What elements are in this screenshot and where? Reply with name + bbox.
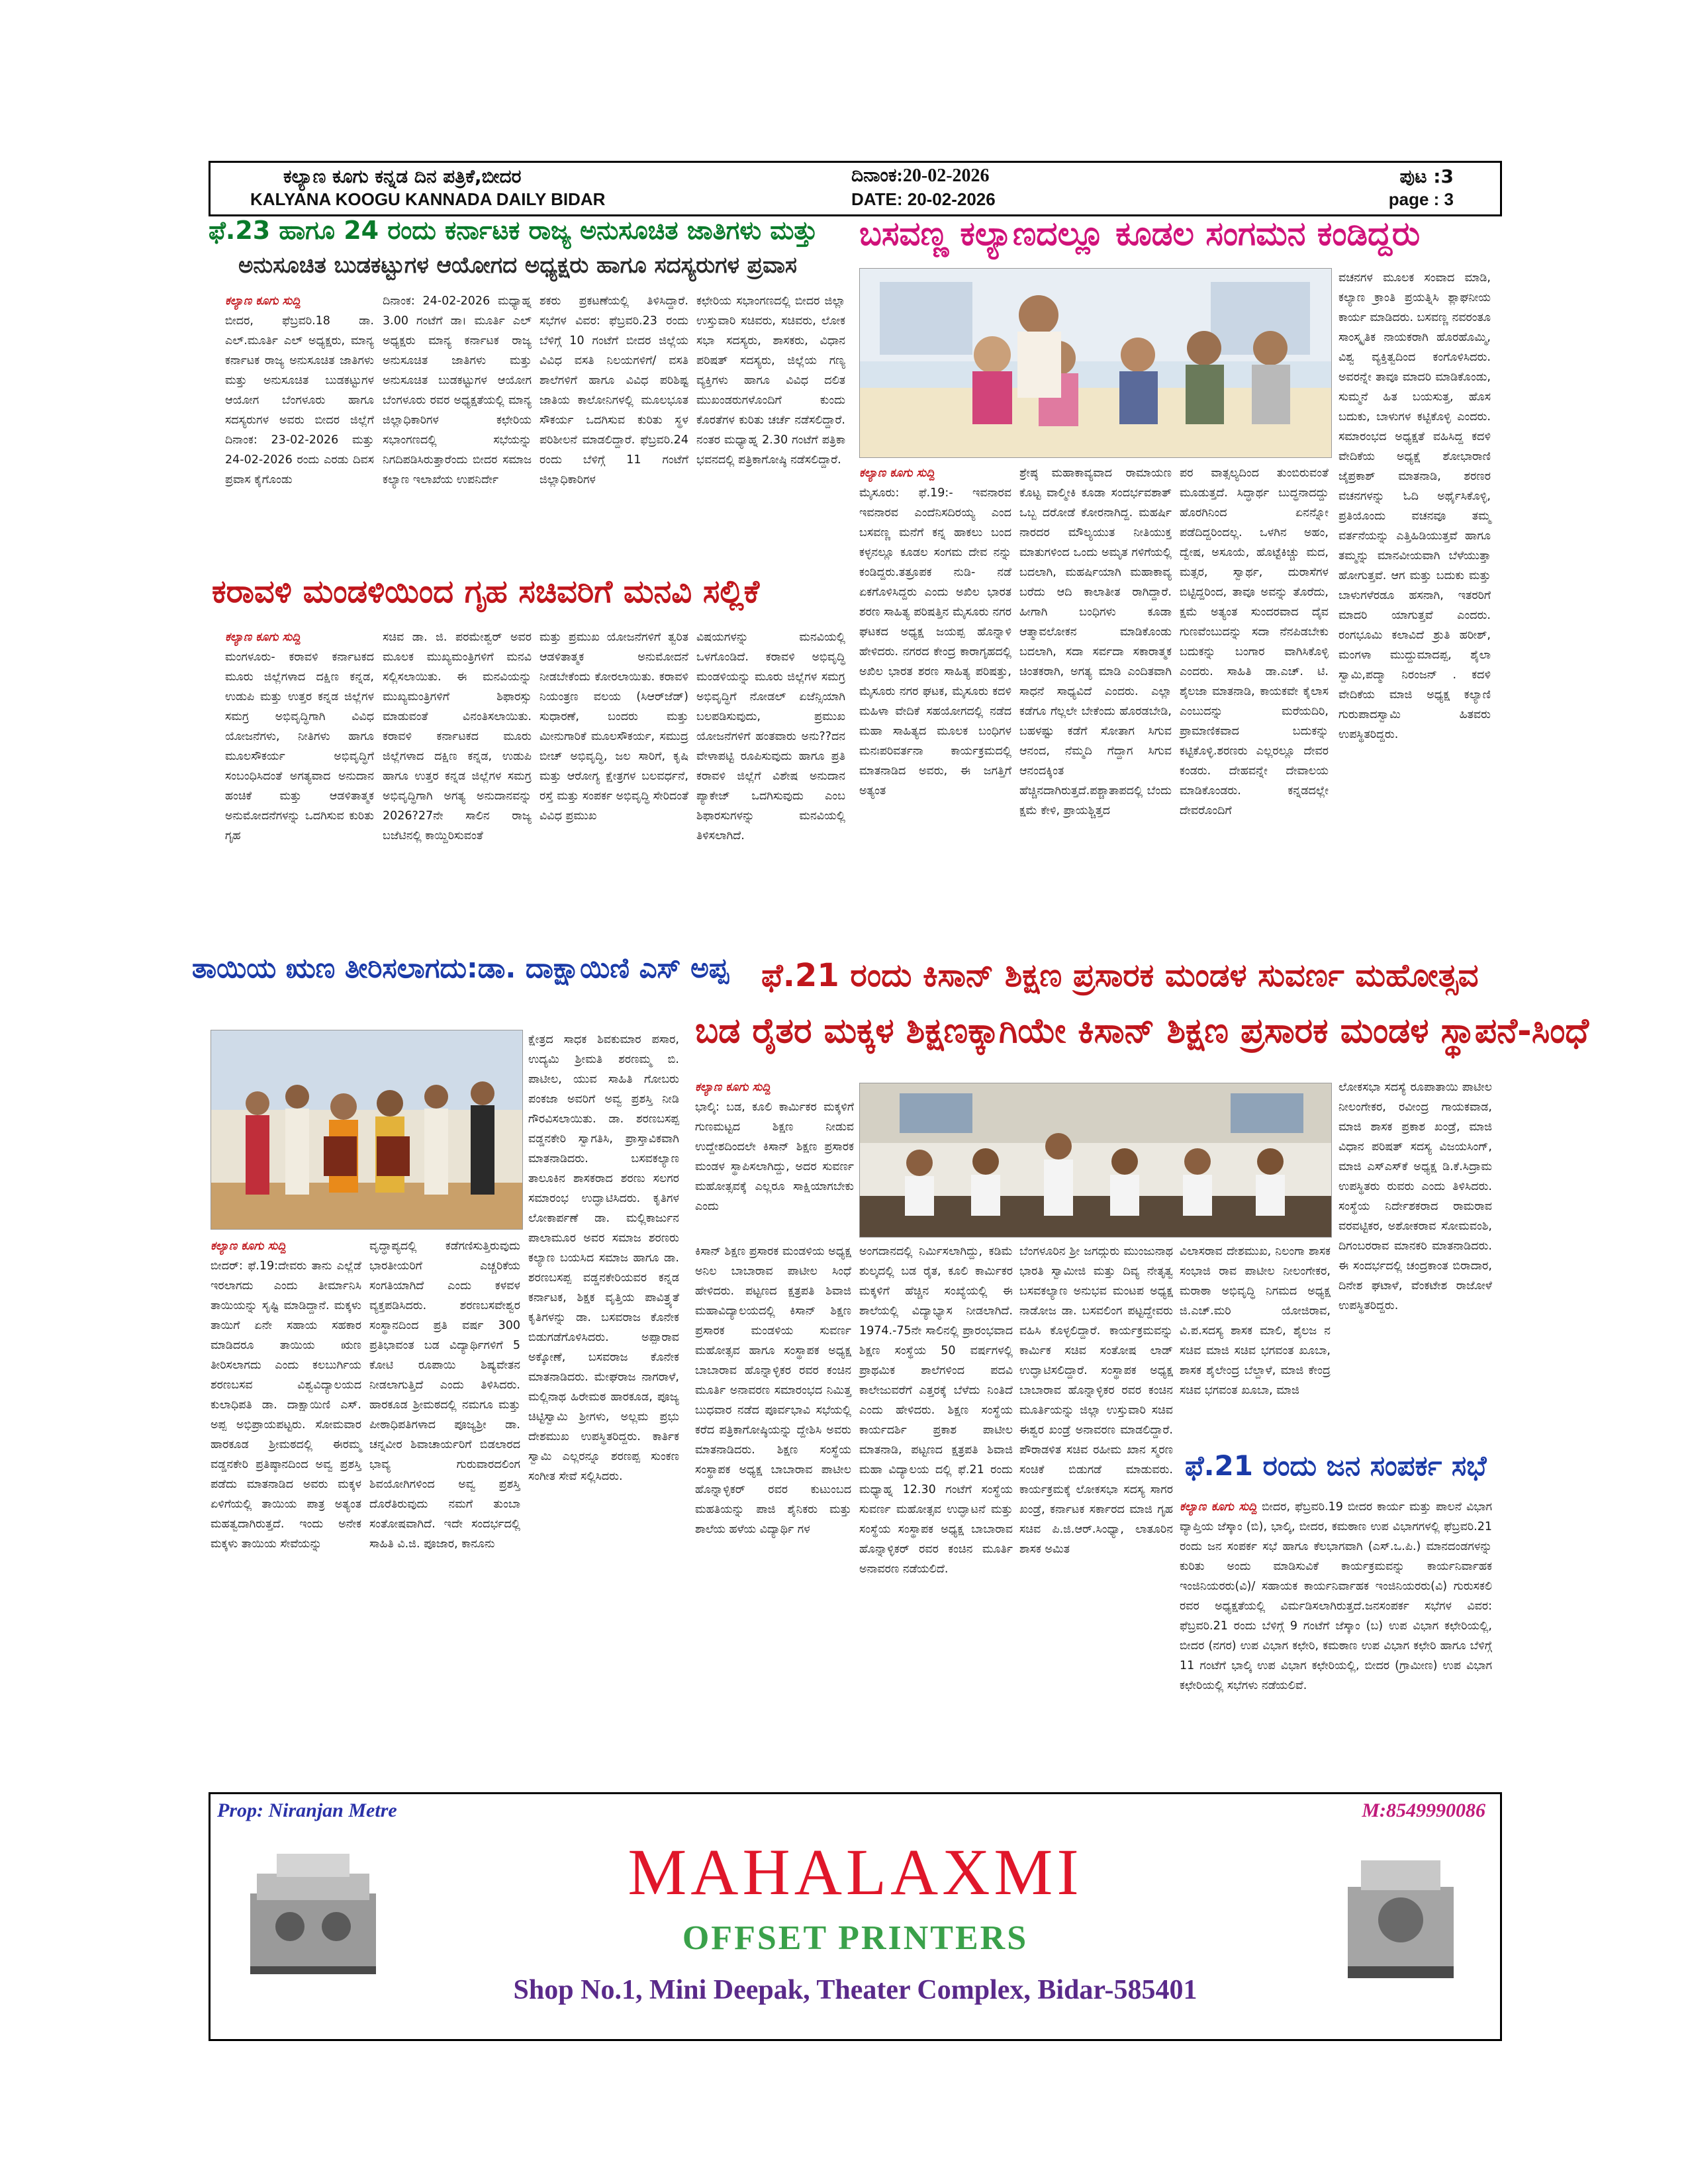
- article3-photo: [859, 268, 1332, 458]
- advertisement: [209, 1792, 1502, 2041]
- article4-column-1: [211, 1236, 361, 1769]
- article5-column-4b: [1180, 1242, 1331, 1440]
- article1-col3-text: ಶಕರು ಪ್ರಕಟಣೆಯಲ್ಲಿ ತಿಳಿಸಿದ್ದಾರೆ. ಸಭೆಗಳ ವಿವರ: ಫೆಬ್ರವರಿ.23 ರಂದು ಬೆಳಿಗ್ಗೆ 10 ಗಂಟೆಗೆ ಬೀದರ ಜಿಲ್ಲೆಯ ವಿವಿಧ ವಸತಿ ನಿಲಯಗಳಿಗೆ/ ವಸತಿ ಶಾಲೆಗಳಿಗೆ ಹಾಗೂ ವಿವಿಧ ಪರಿಶಿಷ್ಟ ಜಾತಿಯ ಕಾಲೋನಿಗಳಲ್ಲಿ ಮೂಲಭೂತ ಸೌಕರ್ಯ ಒದಗಿಸುವ ಕುರಿತು ಸ್ಥಳ ಪರಿಶೀಲನೆ ಮಾಡಲಿದ್ದಾರೆ. ಫೆಬ್ರವರಿ.24 ರಂದು ಬೆಳಿಗ್ಗೆ 11 ಗಂಟೆಗೆ ಜಿಲ್ಲಾಧಿಕಾರಿಗಳ: [539, 295, 688, 486]
- article3-column-1: [859, 463, 1011, 920]
- article1-headline-line1: ಫೆ.23 ಹಾಗೂ 24 ರಂದು ಕರ್ನಾಟಕ ರಾಜ್ಯ ಅನುಸೂಚಿತ ಜಾತಿಗಳು ಮತ್ತು: [209, 216, 818, 245]
- article6-credit: ಕಲ್ಯಾಣ ಕೂಗು ಸುದ್ದಿ: [1180, 1500, 1258, 1514]
- article2-col3-text: ಮತ್ತು ಪ್ರಮುಖ ಯೋಜನೆಗಳಿಗೆ ತ್ವರಿತ ಆಡಳಿತಾತ್ಮಕ ಅನುಮೋದನೆ ನೀಡಬೇಕೆಂದು ಕೋರಲಾಯಿತು. ಕರಾವಳಿ ನಿಯಂತ್ರಣ ವಲಯ (ಸಿಆರ್‌ಜೆಡ್) ಸುಧಾರಣೆ, ಬಂದರು ಮತ್ತು ಮೀನುಗಾರಿಕೆ ಮೂಲಸೌಕರ್ಯ, ಸಮುದ್ರ ಬೀಚ್ ಅಭಿವೃದ್ಧಿ, ಜಲ ಸಾರಿಗೆ, ಕೃಷಿ ಮತ್ತು ಆರೋಗ್ಯ ಕ್ಷೇತ್ರಗಳ ಬಲವರ್ಧನೆ, ರಸ್ತೆ ಮತ್ತು ಸಂಪರ್ಕ ಅಭಿವೃದ್ಧಿ ಸೇರಿದಂತೆ ವಿವಿಧ ಪ್ರಮುಖ: [539, 631, 688, 823]
- article6-text: ಬೀದರ, ಫೆಬ್ರವರಿ.19 ಬೀದರ ಕಾರ್ಯ ಮತ್ತು ಪಾಲನೆ ವಿಭಾಗ ವ್ಯಾಪ್ತಿಯ ಜೆಸ್ಕಾಂ (ಬಿ), ಭಾಲ್ಕಿ, ಬೀದರ, ಕಮಠಾಣ ಉಪ ವಿಭಾಗಗಳಲ್ಲಿ ಫೆಬ್ರವರಿ.21 ರಂದು ಜನ ಸಂಪರ್ಕ ಸಭೆ ಹಾಗೂ ಕೆಲಭಾಗವಾಗಿ (ಎಸ್.ಒ.ಪಿ.) ಮಾನದಂಡಗಳನ್ನು ಕುರಿತು ಅಂದು ಮಾಡಿಸುವಿಕೆ ಕಾರ್ಯಕ್ರಮವನ್ನು ಕಾರ್ಯನಿರ್ವಾಹಕ ಇಂಜಿನಿಯರರು(ವಿ)/ ಸಹಾಯಕ ಕಾರ್ಯನಿರ್ವಾಹಕ ಇಂಜಿನಿಯರರು(ವಿ) ಗುರುಸಕಲಿ ರವರ ಅಧ್ಯಕ್ಷತೆಯಲ್ಲಿ ವಿರ್ಮಡಿಸಲಾಗಿರುತ್ತದೆ.ಜನಸಂಪರ್ಕ ಸಭೆಗಳ ವಿವರ: ಫೆಬ್ರವರಿ.21 ರಂದು ಬೆಳಿಗ್ಗೆ 9 ಗಂಟೆಗೆ ಜೆಸ್ಕಾಂ (ಬ) ಉಪ ವಿಭಾಗ ಕಛೇರಿಯಲ್ಲಿ, ಬೀದರ (ನಗರ) ಉಪ ವಿಭಾಗ ಕಛೇರಿ, ಕಮಠಾಣ ಉಪ ವಿಭಾಗ ಕಛೇರಿ ಹಾಗೂ ಬೆಳಿಗ್ಗೆ 11 ಗಂಟೆಗೆ ಭಾಲ್ಕಿ ಉಪ ವಿಭಾಗ ಕಛೇರಿಯಲ್ಲಿ, ಬೀದರ (ಗ್ರಾಮೀಣ) ಉಪ ವಿಭಾಗ ಕಛೇರಿಯಲ್ಲಿ ಸಭೆಗಳು ನಡೆಯಲಿವೆ.: [1180, 1500, 1492, 1692]
- masthead-date-en: DATE: 20-02-2026: [851, 189, 996, 209]
- article3-column-2: [1019, 463, 1172, 920]
- article3-photo-image: [860, 269, 1331, 457]
- article2-headline: ಕರಾವಳಿ ಮಂಡಳಿಯಿಂದ ಗೃಹ ಸಚಿವರಿಗೆ ಮನವಿ ಸಲ್ಲಿಕೆ: [212, 573, 760, 610]
- article3-headline: ಬಸವಣ್ಣ ಕಲ್ಯಾಣದಲ್ಲೂ ಕೂಡಲ ಸಂಗಮನ ಕಂಡಿದ್ದರು: [859, 214, 1421, 253]
- article6-body: [1180, 1497, 1492, 1768]
- ad-business-name: MAHALAXMI: [628, 1835, 1083, 1909]
- masthead: [209, 161, 1502, 216]
- article6-headline: ಫೆ.21 ರಂದು ಜನ ಸಂಪರ್ಕ ಸಭೆ: [1185, 1449, 1487, 1482]
- article4-headline: ತಾಯಿಯ ಋಣ ತೀರಿಸಲಾಗದು:ಡಾ. ದಾಕ್ಷಾಯಿಣಿ ಎಸ್ ಅಪ್ಪ: [192, 952, 729, 984]
- article5-headline-line1: ಫೆ.21 ರಂದು ಕಿಸಾನ್ ಶಿಕ್ಷಣ ಪ್ರಸಾರಕ ಮಂಡಳ ಸುವರ್ಣ ಮಹೋತ್ಸವ: [761, 957, 1479, 994]
- article2-column-3: [539, 627, 688, 922]
- masthead-title-kn: ಕಲ್ಯಾಣ ಕೂಗು ಕನ್ನಡ ದಿನ ಪತ್ರಿಕೆ,ಬೀದರ: [283, 165, 522, 187]
- article2-col4-text: ವಿಷಯಗಳನ್ನು ಮನವಿಯಲ್ಲಿ ಒಳಗೊಂಡಿದೆ. ಕರಾವಳಿ ಅಭಿವೃದ್ಧಿ ಮಂಡಳಿಯನ್ನು ಮೂರು ಜಿಲ್ಲೆಗಳ ಸಮಗ್ರ ಅಭಿವೃದ್ಧಿಗೆ ನೋಡಲ್ ಏಜೆನ್ಸಿಯಾಗಿ ಬಲಪಡಿಸುವುದು, ಪ್ರಮುಖ ಯೋಜನೆಗಳಿಗೆ ಹಂತವಾರು ಅನು??ದನ ವೇಳಾಪಟ್ಟಿ ರೂಪಿಸುವುದು ಹಾಗೂ ಪ್ರತಿ ಕರಾವಳಿ ಜಿಲ್ಲೆಗೆ ವಿಶೇಷ ಅನುದಾನ ಪ್ಯಾಕೇಜ್ ಒದಗಿಸುವುದು ಎಂಬ ಶಿಫಾರಸುಗಳನ್ನು ಮನವಿಯಲ್ಲಿ ತಿಳಿಸಲಾಗಿದೆ.: [696, 631, 845, 842]
- article5-column-3: [1019, 1242, 1173, 1769]
- article5-col1-text: ಅಂಗದಾನದಲ್ಲಿ ನಿರ್ಮಿಸಲಾಗಿದ್ದು, ಕಡಿಮೆ ಶುಲ್ಕದಲ್ಲಿ ಬಡ ರೈತ, ಕೂಲಿ ಕಾರ್ಮಿಕರ ಮಕ್ಕಳಿಗೆ ಹೆಚ್ಚಿನ ಸಂಖ್ಯೆಯಲ್ಲಿ ಈ ಶಾಲೆಯಲ್ಲಿ ವಿದ್ಯಾಭ್ಯಾಸ ನೀಡಲಾಗಿದೆ. 1974.-75ನೇ ಸಾಲಿನಲ್ಲಿ ಪ್ರಾರಂಭವಾದ ಶಿಕ್ಷಣ ಸಂಸ್ಥೆಯ 50 ವರ್ಷಗಳಲ್ಲಿ ಪ್ರಾಥಮಿಕ ಶಾಲೆಗಳಿಂದ ಪದವಿ ಕಾಲೇಜುವರೆಗೆ ಎತ್ತರಕ್ಕೆ ಬೆಳೆದು ನಿಂತಿದೆ ಎಂದು ಹೇಳಿದರು. ಶಿಕ್ಷಣ ಸಂಸ್ಥೆಯ ಕಾರ್ಯದರ್ಶಿ ಪ್ರಕಾಶ ಪಾಟೀಲ ಮಾತನಾಡಿ, ಪಟ್ಟಣದ ಕ್ಷತ್ರಪತಿ ಶಿವಾಜಿ ಮಹಾ ವಿದ್ಯಾಲಯ ದಲ್ಲಿ ಫೆ.21 ರಂದು ಮಧ್ಯಾಹ್ನ 12.30 ಗಂಟೆಗೆ ಸಂಸ್ಥೆಯ ಸುವರ್ಣ ಮಹೋತ್ಸವ ಉದ್ಘಾಟನೆ ಮತ್ತು ಸಂಸ್ಥೆಯ ಸಂಸ್ಥಾಪಕ ಅಧ್ಯಕ್ಷ ಬಾಬಾರಾವ ಹೊನ್ನಾಳ್ಳಿಕರ್ ರವರ ಕಂಚಿನ ಮೂರ್ತಿ ಅನಾವರಣ ನಡೆಯಲಿದೆ.: [859, 1245, 1013, 1576]
- article2-column-1: [225, 627, 374, 922]
- ad-address: Shop No.1, Mini Deepak, Theater Complex, Bidar-585401: [513, 1975, 1197, 2005]
- masthead-page-kn: ಪುಟ :3: [1399, 165, 1454, 187]
- article5-column-2: [695, 1242, 851, 1769]
- article1-column-4: [696, 291, 845, 569]
- masthead-date-kn: ದಿನಾಂಕ:20-02-2026: [851, 165, 990, 186]
- article5-column-1a: [695, 1077, 854, 1236]
- article4-col1-text: ಬೀದರ್: ಫೆ.19:ದೇವರು ತಾನು ಎಲ್ಲೆಡೆ ಇರಲಾಗದು ಎಂದು ತೀರ್ಮಾನಿಸಿ ತಾಯಿಯನ್ನು ಸೃಷ್ಟಿ ಮಾಡಿದ್ದಾನೆ. ಮಕ್ಕಳು ತಾಯಿಗೆ ಏನೇ ಸಹಾಯ ಸಹಕಾರ ಮಾಡಿದರೂ ತಾಯಿಯ ಋಣ ತೀರಿಸಲಾಗದು ಎಂದು ಕಲಬುರ್ಗಿಯ ಶರಣಬಸವ ವಿಶ್ವವಿದ್ಯಾಲಯದ ಕುಲಾಧಿಪತಿ ಡಾ. ದಾಕ್ಷಾಯಿಣಿ ಎಸ್. ಅಪ್ಪ ಅಭಿಪ್ರಾಯಪಟ್ಟರು. ಸೋಮವಾರ ಹಾರಕೂಡ ಶ್ರೀಮಠದಲ್ಲಿ ಈರಮ್ಮ ವಡ್ಡನಕೇರಿ ಪ್ರತಿಷ್ಠಾನದಿಂದ ಅವ್ವ ಪ್ರಶಸ್ತಿ ಪಡೆದು ಮಾತನಾಡಿದ ಅವರು ಮಕ್ಕಳ ಏಳಿಗೆಯಲ್ಲಿ ತಾಯಿಯ ಪಾತ್ರ ಅತ್ಯಂತ ಮಹತ್ವದಾಗಿರುತ್ತದೆ. ಇಂದು ಅನೇಕ ಮಕ್ಕಳು ತಾಯಿಯ ಸೇವೆಯನ್ನು: [211, 1259, 361, 1551]
- article1-column-2: [383, 291, 532, 569]
- article4-photo: [211, 1030, 523, 1230]
- ad-business-subtitle: OFFSET PRINTERS: [682, 1919, 1029, 1957]
- ad-mobile: M:8549990086: [1362, 1799, 1485, 1821]
- article1-col2-text: ದಿನಾಂಕ: 24-02-2026 ಮಧ್ಯಾಹ್ನ 3.00 ಗಂಟೆಗೆ ಡಾ। ಮೂರ್ತಿ ಎಲ್ ಅಧ್ಯಕ್ಷರು ಮಾನ್ಯ ಕರ್ನಾಟಕ ರಾಜ್ಯ ಅನುಸೂಚಿತ ಜಾತಿಗಳು ಮತ್ತು ಅನುಸೂಚಿತ ಬುಡಕಟ್ಟುಗಳ ಆಯೋಗ ಬೆಂಗಳೂರು ರವರ ಅಧ್ಯಕ್ಷತೆಯಲ್ಲಿ ಮಾನ್ಯ ಜಿಲ್ಲಾಧಿಕಾರಿಗಳ ಕಛೇರಿಯ ಸಭಾಂಗಣದಲ್ಲಿ ಸಭೆಯನ್ನು ನಿಗದಿಪಡಿಸಿರುತ್ತಾರೆಂದು ಬೀದರ ಸಮಾಜ ಕಲ್ಯಾಣ ಇಲಾಖೆಯ ಉಪನಿರ್ದೇ: [383, 295, 532, 486]
- ad-proprietor: Prop: Niranjan Metre: [217, 1799, 397, 1821]
- printing-press-right-icon: [1328, 1847, 1474, 1986]
- article1-credit: ಕಲ್ಯಾಣ ಕೂಗು ಸುದ್ದಿ: [225, 295, 301, 308]
- article3-column-4: [1338, 268, 1491, 920]
- article2-column-2: [383, 627, 532, 922]
- article5-photo: [859, 1083, 1332, 1238]
- article3-col4-text: ವಚನಗಳ ಮೂಲಕ ಸಂವಾದ ಮಾಡಿ, ಕಲ್ಯಾಣ ಕ್ರಾಂತಿ ಪ್ರಯತ್ನಿಸಿ ಶ್ಲಾಘನೀಯ ಕಾರ್ಯ ಮಾಡಿದರು. ಬಸವಣ್ಣ ನವರಂತೂ ಸಾಂಸ್ಕೃತಿಕ ನಾಯಕರಾಗಿ ಹೊರಹೊಮ್ಮಿ, ವಿಶ್ವ ವ್ಯಕ್ತಿತ್ವದಿಂದ ಕಂಗೊಳಿಸಿದರು. ಅವರನ್ನೇ ತಾವೂ ಮಾದರಿ ಮಾಡಿಕೊಂಡು, ಸುಮ್ಮನೆ ಹಿತ ಬಯಸುತ್ತ, ಹೊಸ ಬದುಕು, ಬಾಳುಗಳ ಕಟ್ಟಿಕೊಳ್ಳಿ ಎಂದರು. ಸಮಾರಂಭದ ಅಧ್ಯಕ್ಷತೆ ವಹಿಸಿದ್ದ ಕದಳಿ ವೇದಿಕೆಯ ಅಧ್ಯಕ್ಷೆ ಶೋಭಾರಾಣಿ ಜೈಪ್ರಕಾಶ್ ಮಾತನಾಡಿ, ಶರಣರ ವಚನಗಳನ್ನು ಓದಿ ಅರ್ಥೈಸಿಕೊಳ್ಳಿ, ಪ್ರತಿಯೊಂದು ವಚನವೂ ತಮ್ಮ ವರ್ತನೆಯನ್ನು ಎತ್ತಿಹಿಡಿಯುತ್ತವೆ ಹಾಗೂ ತಮ್ಮನ್ನು ಮಾನವೀಯವಾಗಿ ಬೆಳೆಯುತ್ತಾ ಹೋಗುತ್ತವೆ. ಆಗ ಮತ್ತು ಬದುಕು ಮತ್ತು ಬಾಳುಗಳೆರಡೂ ಹಸನಾಗಿ, ಇತರರಿಗೆ ಮಾದರಿ ಯಾಗುತ್ತವೆ ಎಂದರು. ರಂಗಭೂಮಿ ಕಲಾವಿದೆ ಶ್ರುತಿ ಹರೀಶ್, ಮಂಗಳಾ ಮುದ್ದುಮಾದಪ್ಪ, ಶೈಲಾ ಸ್ವಾಮಿ,ಪದ್ಮಾ ನಿರಂಜನ್ . ಕದಳಿ ವೇದಿಕೆಯ ಮಾಜಿ ಅಧ್ಯಕ್ಷ ಕಲ್ಯಾಣಿ ಗುರುಪಾದಸ್ವಾಮಿ ಹಿತವರು ಉಪಸ್ಥಿತರಿದ್ದರು.: [1338, 271, 1491, 741]
- article2-col2-text: ಸಚಿವ ಡಾ. ಜಿ. ಪರಮೇಶ್ವರ್ ಅವರ ಮೂಲಕ ಮುಖ್ಯಮಂತ್ರಿಗಳಿಗೆ ಮನವಿ ಸಲ್ಲಿಸಲಾಯಿತು. ಈ ಮನವಿಯನ್ನು ಮುಖ್ಯಮಂತ್ರಿಗಳಿಗೆ ಶಿಫಾರಸ್ಸು ಮಾಡುವಂತೆ ವಿನಂತಿಸಲಾಯಿತು. ಕರಾವಳಿ ಕರ್ನಾಟಕದ ಮೂರು ಜಿಲ್ಲೆಗಳಾದ ದಕ್ಷಿಣ ಕನ್ನಡ, ಉಡುಪಿ ಹಾಗೂ ಉತ್ತರ ಕನ್ನಡ ಜಿಲ್ಲೆಗಳ ಸಮಗ್ರ ಅಭಿವೃದ್ಧಿಗಾಗಿ ಅಗತ್ಯ ಅನುದಾನವನ್ನು 2026?27ನೇ ಸಾಲಿನ ರಾಜ್ಯ ಬಜೆಟಿನಲ್ಲಿ ಕಾಯ್ದಿರಿಸುವಂತೆ: [383, 631, 532, 842]
- article1-col1-text: ಬೀದರ, ಫೆಬ್ರವರಿ.18 ಡಾ. ಎಲ್.ಮೂರ್ತಿ ಎಲ್ ಅಧ್ಯಕ್ಷರು, ಮಾನ್ಯ ಕರ್ನಾಟಕ ರಾಜ್ಯ ಅನುಸೂಚಿತ ಜಾತಿಗಳು ಮತ್ತು ಅನುಸೂಚಿತ ಬುಡಕಟ್ಟುಗಳ ಆಯೋಗ ಬೆಂಗಳೂರು ಹಾಗೂ ಸದಸ್ಯರುಗಳ ಅವರು ಬೀದರ ಜಿಲ್ಲೆಗೆ ದಿನಾಂಕ: 23-02-2026 ಮತ್ತು 24-02-2026 ರಂದು ಎರಡು ದಿವಸ ಪ್ರವಾಸ ಕೈಗೊಂಡು: [225, 314, 374, 486]
- article4-credit: ಕಲ್ಯಾಣ ಕೂಗು ಸುದ್ದಿ: [211, 1240, 287, 1253]
- article5-headline-line2: ಬಡ ರೈತರ ಮಕ್ಕಳ ಶಿಕ್ಷಣಕ್ಕಾಗಿಯೇ ಕಿಸಾನ್ ಶಿಕ್ಷಣ ಪ್ರಸಾರಕ ಮಂಡಳ ಸ್ಥಾಪನೆ-ಸಿಂಧೆ: [695, 1011, 1589, 1051]
- article2-col1-text: ಮಂಗಳೂರು- ಕರಾವಳಿ ಕರ್ನಾಟಕದ ಮೂರು ಜಿಲ್ಲೆಗಳಾದ ದಕ್ಷಿಣ ಕನ್ನಡ, ಉಡುಪಿ ಮತ್ತು ಉತ್ತರ ಕನ್ನಡ ಜಿಲ್ಲೆಗಳ ಸಮಗ್ರ ಅಭಿವೃದ್ಧಿಗಾಗಿ ವಿವಿಧ ಯೋಜನೆಗಳು, ನೀತಿಗಳು ಹಾಗೂ ಮೂಲಸೌಕರ್ಯ ಅಭಿವೃದ್ಧಿಗೆ ಸಂಬಂಧಿಸಿದಂತೆ ಅಗತ್ಯವಾದ ಅನುದಾನ ಹಂಚಿಕೆ ಮತ್ತು ಆಡಳಿತಾತ್ಮಕ ಅನುಮೋದನೆಗಳನ್ನು ಒದಗಿಸುವ ಕುರಿತು ಗೃಹ: [225, 651, 374, 842]
- article5-photo-image: [860, 1083, 1331, 1237]
- masthead-page-en: page : 3: [1388, 189, 1454, 209]
- article3-column-3: [1180, 463, 1329, 920]
- article5-col1a-text: ಭಾಲ್ಕಿ: ಬಡ, ಕೂಲಿ ಕಾರ್ಮಿಕರ ಮಕ್ಕಳಿಗೆ ಗುಣಮಟ್ಟದ ಶಿಕ್ಷಣ ನೀಡುವ ಉದ್ದೇಶದಿಂದಲೇ ಕಿಸಾನ್ ಶಿಕ್ಷಣ ಪ್ರಸಾರಕ ಮಂಡಳ ಸ್ಥಾಪಿಸಲಾಗಿದ್ದು, ಅದರ ಸುವರ್ಣ ಮಹೋತ್ಸವಕ್ಕೆ ಎಲ್ಲರೂ ಸಾಕ್ಷಿಯಾಗಬೇಕು ಎಂದು: [695, 1101, 854, 1213]
- article5-col4b-text: ವಿಲಾಸರಾವ ದೇಶಮುಖ, ನಿಲಂಗಾ ಶಾಸಕ ಸಂಭಾಜಿ ರಾವ ಪಾಟೀಲ ನೀಲಂಗೇಕರ, ಮರಾಠಾ ಅಭಿವೃದ್ಧಿ ನಿಗಮದ ಅಧ್ಯಕ್ಷ ಜಿ.ಎಚ್.ಮರಿ ಯೋಜಿರಾವ, ವಿ.ಪ.ಸದಸ್ಯ ಶಾಸಕ ಮಾಲಿ, ಶೈಲಜ ನ ಸಚಿವ ಮಾಜಿ ಸಚಿವ ಭಗವಂತ ಖೂಬಾ, ಶಾಸಕ ಶೈಲೇಂದ್ರ ಬೆಲ್ದಾಳೆ, ಮಾಜಿ ಕೇಂದ್ರ ಸಚಿವ ಭಗವಂತ ಖೂಬಾ, ಮಾಜಿ: [1180, 1245, 1331, 1397]
- article2-credit: ಕಲ್ಯಾಣ ಕೂಗು ಸುದ್ದಿ: [225, 631, 301, 644]
- article5-column-4a: [1338, 1077, 1492, 1435]
- article1-column-3: [539, 291, 688, 569]
- article4-col3-text: ಕ್ಷೇತ್ರದ ಸಾಧಕ ಶಿವಕುಮಾರ ಪಸಾರ, ಉದ್ಯಮಿ ಶ್ರೀಮತಿ ಶರಣಮ್ಮ ಬಿ. ಪಾಟೀಲ, ಯುವ ಸಾಹಿತಿ ಗೋಬರು ಪಂಕಜಾ ಅವರಿಗೆ ಅವ್ವ ಪ್ರಶಸ್ತಿ ನೀಡಿ ಗೌರವಿಸಲಾಯಿತು. ಡಾ. ಶರಣಬಸಪ್ಪ ವಡ್ಡನಕೇರಿ ಸ್ವಾಗತಿಸಿ, ಪ್ರಾಸ್ತಾವಿಕವಾಗಿ ಮಾತನಾಡಿದರು. ಬಸವಕಲ್ಯಾಣ ತಾಲೂಕಿನ ಶಾಸಕರಾದ ಶರಣು ಸಲಗರ ಸಮಾರಂಭ ಉದ್ಘಾಟಿಸಿದರು. ಕೃತಿಗಳ ಲೋಕಾರ್ಪಣೆ ಡಾ. ಮಲ್ಲಿಕಾರ್ಜುನ ಪಾಲಾಮೂರ ಅವರ ಸಮಾಜ ಶರಣರು ಕಲ್ಯಾಣ ಬಯಸಿದ ಸಮಾಜ ಹಾಗೂ ಡಾ. ಶರಣಬಸಪ್ಪ ವಡ್ಡನಕೇರಿಯವರ ಕನ್ನಡ ಕರ್ನಾಟಕ, ಶಿಕ್ಷಕ ವೃತ್ತಿಯ ಪಾವಿತ್ರ್ಯತೆ ಕೃತಿಗಳನ್ನು ಡಾ. ಬಸವರಾಜ ಕೊನೇಕ ಬಿಡುಗಡೆಗೊಳಿಸಿದರು. ಅಪ್ಪಾರಾವ ಅಕ್ಕೋಣೆ, ಬಸವರಾಜ ಕೊನೇಕ ಮಾತನಾಡಿದರು. ಮೇಘರಾಜ ನಾಗರಾಳೆ, ಮಲ್ಲಿನಾಥ ಹಿರೇಮಠ ಹಾರಕೂಡ, ಪೂಜ್ಯ ಚಿಟ್ಟಿಸ್ವಾಮಿ ಶ್ರೀಗಳು, ಅಲ್ಲಮ ಪ್ರಭು ದೇಶಮುಖ ಉಪಸ್ಥಿತರಿದ್ದರು. ಕಾರ್ತಿಕ ಸ್ವಾಮಿ ಎಲ್ಲರನ್ನೂ ಶರಣಪ್ಪ ಸುಂಕಣ ಸಂಗೀತ ಸೇವೆ ಸಲ್ಲಿಸಿದರು.: [528, 1033, 679, 1483]
- article3-credit: ಕಲ್ಯಾಣ ಕೂಗು ಸುದ್ದಿ: [859, 467, 935, 480]
- article5-credit: ಕಲ್ಯಾಣ ಕೂಗು ಸುದ್ದಿ: [695, 1081, 771, 1094]
- article4-col2-text: ವೃದ್ಧಾಪ್ಯದಲ್ಲಿ ಕಡೆಗಣಿಸುತ್ತಿರುವುದು ಭಾರತೀಯರಿಗೆ ಎಚ್ಚರಿಕೆಯ ಸಂಗತಿಯಾಗಿದೆ ಎಂದು ಕಳವಳ ವ್ಯಕ್ತಪಡಿಸಿದರು. ಶರಣಬಸವೇಶ್ವರ ಸಂಸ್ಥಾನದಿಂದ ಪ್ರತಿ ವರ್ಷ 300 ಪ್ರತಿಭಾವಂತ ಬಡ ವಿದ್ಯಾರ್ಥಿಗಳಿಗೆ 5 ಕೋಟಿ ರೂಪಾಯಿ ಶಿಷ್ಯವೇತನ ನೀಡಲಾಗುತ್ತಿದೆ ಎಂದು ತಿಳಿಸಿದರು. ಹಾರಕೂಡ ಶ್ರೀಮಠದಲ್ಲಿ ನಮಗೂ ಮತ್ತು ಪೀಠಾಧಿಪತಿಗಳಾದ ಪೂಜ್ಯಶ್ರೀ ಡಾ. ಚನ್ನವೀರ ಶಿವಾಚಾರ್ಯರಿಗೆ ಬಿಡಲಾರದ ಭಾವ್ಯ ಗುರುವಾರದಲಿಂಗ ಶಿವಯೋಗಿಗಳಿಂದ ಅವ್ವ ಪ್ರಶಸ್ತಿ ದೊರೆತಿರುವುದು ನಮಗೆ ತುಂಬಾ ಸಂತೋಷವಾಗಿದೆ. ಇದೇ ಸಂದರ್ಭದಲ್ಲಿ ಸಾಹಿತಿ ವಿ.ಜಿ. ಪೂಜಾರ, ಕಾನೂನು: [369, 1240, 520, 1551]
- article4-column-3: [528, 1030, 679, 1769]
- article1-col4-text: ಕಛೇರಿಯ ಸಭಾಂಗಣದಲ್ಲಿ ಬೀದರ ಜಿಲ್ಲಾ ಉಸ್ತುವಾರಿ ಸಚಿವರು, ಸಚಿವರು, ಲೋಕ ಸಭಾ ಸದಸ್ಯರು, ಶಾಸಕರು, ವಿಧಾನ ಪರಿಷತ್ ಸದಸ್ಯರು, ಜಿಲ್ಲೆಯ ಗಣ್ಯ ವ್ಯಕ್ತಿಗಳು ಹಾಗೂ ವಿವಿಧ ದಲಿತ ಮುಖಂಡರುಗಳೊಂದಿಗೆ ಕುಂದು ಕೊರತೆಗಳ ಕುರಿತು ಚರ್ಚೆ ನಡೆಸಲಿದ್ದಾರೆ. ನಂತರ ಮಧ್ಯಾಹ್ನ 2.30 ಗಂಟೆಗೆ ಪತ್ರಿಕಾ ಭವನದಲ್ಲಿ ಪತ್ರಿಕಾಗೋಷ್ಠಿ ನಡೆಸಲಿದ್ದಾರೆ.: [696, 295, 845, 467]
- article3-col3-text: ಪರ ವಾತ್ಸಲ್ಯದಿಂದ ತುಂಬಿರುವಂತೆ ಮೂಡುತ್ತದೆ. ಸಿದ್ಧಾರ್ಥ ಬುದ್ಧನಾದದ್ದು ಹೊರಗಿನಿಂದ ಏನನ್ನೋ ಪಡೆದಿದ್ದರಿಂದಲ್ಲ. ಒಳಗಿನ ಅಹಂ, ದ್ವೇಷ, ಅಸೂಯೆ, ಹೊಟ್ಟೆಕಿಚ್ಚು ಮದ, ಮತ್ಸರ, ಸ್ವಾರ್ಥ, ದುರಾಸೆಗಳ ಬಿಟ್ಟಿದ್ದರಿಂದ, ತಾವೂ ಅವನ್ನು ತೊರೆದು, ಕ್ಷಮೆ ಅತ್ಯಂತ ಸುಂದರವಾದ ದೈವ ಗುಣವೆಂಬುದನ್ನು ಸದಾ ನೆನಪಿಡಬೇಕು ಬದುಕನ್ನು ಬಂಗಾರ ವಾಗಿಸಿಕೊಳ್ಳಿ ಎಂದರು. ಸಾಹಿತಿ ಡಾ.ಎಚ್. ಟಿ. ಶೈಲಜಾ ಮಾತನಾಡಿ, ಕಾಯಕವೇ ಕೈಲಾಸ ಎಂಬುದನ್ನು ಮರೆಯದಿರಿ, ಪ್ರಾಮಾಣಿಕವಾದ ಬದುಕನ್ನು ಕಟ್ಟಿಕೊಳ್ಳಿ.ಶರಣರು ಎಲ್ಲರಲ್ಲೂ ದೇವರ ಕಂಡರು. ದೇಹವನ್ನೇ ದೇವಾಲಯ ಮಾಡಿಕೊಂಡರು. ಕನ್ನಡದಲ್ಲೇ ದೇವರೊಂದಿಗೆ: [1180, 467, 1329, 817]
- masthead-title-en: KALYANA KOOGU KANNADA DAILY BIDAR: [250, 189, 606, 209]
- article5-column-1: [859, 1242, 1013, 1769]
- article3-col1-text: ಮೈಸೂರು: ಫೆ.19:- ಇವನಾರವ ಇವನಾರವ ಎಂದೆನಿಸದಿರಯ್ಯ ಎಂದ ಬಸವಣ್ಣ ಮನೆಗೆ ಕನ್ನ ಹಾಕಲು ಬಂದ ಕಳ್ಳನಲ್ಲೂ ಕೂಡಲ ಸಂಗಮ ದೇವ ನನ್ನು ಕಂಡಿದ್ದರು.ತತ್ರೂಪಕ ನುಡಿ- ನಡೆ ಏಕಗೊಳಿಸಿದ್ದರು ಎಂದು ಅಖಿಲ ಭಾರತ ಶರಣ ಸಾಹಿತ್ಯ ಪರಿಷತ್ತಿನ ಮೈಸೂರು ನಗರ ಘಟಕದ ಅಧ್ಯಕ್ಷ ಜಯಪ್ಪ ಹೊನ್ನಾಳಿ ಹೇಳಿದರು. ನಗರದ ಕೇಂದ್ರ ಕಾರಾಗೃಹದಲ್ಲಿ ಅಖಿಲ ಭಾರತ ಶರಣ ಸಾಹಿತ್ಯ ಪರಿಷತ್ತು, ಮೈಸೂರು ನಗರ ಘಟಕ, ಮೈಸೂರು ಕದಳಿ ಮಹಿಳಾ ವೇದಿಕೆ ಸಹಯೋಗದಲ್ಲಿ ನಡೆದ ಮಹಾ ಸಾಹಿತ್ಯದ ಮೂಲಕ ಬಂಧಿಗಳ ಮನಃಪರಿವರ್ತನಾ ಕಾರ್ಯಕ್ರಮದಲ್ಲಿ ಮಾತನಾಡಿದ ಅವರು, ಈ ಜಗತ್ತಿಗೆ ಅತ್ಯಂತ: [859, 486, 1011, 797]
- article5-col2a-text: ಕಿಸಾನ್ ಶಿಕ್ಷಣ ಪ್ರಸಾರಕ ಮಂಡಳಿಯ ಅಧ್ಯಕ್ಷ ಅನಿಲ ಬಾಬಾರಾವ ಪಾಟೀಲ ಸಿಂಧೆ ಹೇಳಿದರು. ಪಟ್ಟಣದ ಕ್ಷತ್ರಪತಿ ಶಿವಾಜಿ ಮಹಾವಿದ್ಯಾಲಯದಲ್ಲಿ ಕಿಸಾನ್ ಶಿಕ್ಷಣ ಪ್ರಸಾರಕ ಮಂಡಳಿಯ ಸುವರ್ಣ ಮಹೋತ್ಸವ ಹಾಗೂ ಸಂಸ್ಥಾಪಕ ಅಧ್ಯಕ್ಷ ಬಾಬಾರಾವ ಹೊನ್ನಾಳ್ಳಿಕರ ರವರ ಕಂಚಿನ ಮೂರ್ತಿ ಅನಾವರಣ ಸಮಾರಂಭದ ನಿಮಿತ್ತ ಬುಧವಾರ ನಡೆದ ಪೂರ್ವಭಾವಿ ಸಭೆಯಲ್ಲಿ ಕರೆದ ಪತ್ರಿಕಾಗೋಷ್ಠಿಯನ್ನು ದ್ದೇಶಿಸಿ ಅವರು ಮಾತನಾಡಿದರು. ಶಿಕ್ಷಣ ಸಂಸ್ಥೆಯ ಸಂಸ್ಥಾಪಕ ಅಧ್ಯಕ್ಷ ಬಾಬಾರಾವ ಪಾಟೀಲ ಹೊನ್ನಾಳ್ಳಿಕರ್ ರವರ ಕುಟುಂಬದ ಮಹತಿಯನ್ನು ಪಾಜಿ ಶೈನಿಕರು ಮತ್ತು ಶಾಲೆಯ ಹಳೆಯ ವಿದ್ಯಾರ್ಥಿ ಗಳ: [695, 1245, 851, 1536]
- article4-column-2: [369, 1236, 520, 1769]
- article1-headline-line2: ಅನುಸೂಚಿತ ಬುಡಕಟ್ಟುಗಳ ಆಯೋಗದ ಅಧ್ಯಕ್ಷರು ಹಾಗೂ ಸದಸ್ಯರುಗಳ ಪ್ರವಾಸ: [238, 252, 797, 279]
- article5-col4a-text: ಲೋಕಸಭಾ ಸದಸ್ಯೆ ರೂಪಾತಾಯಿ ಪಾಟೀಲ ನೀಲಂಗೇಕರ, ರವೀಂದ್ರ ಗಾಯಕವಾಡ, ಮಾಜಿ ಶಾಸಕ ಪ್ರಕಾಶ ಖಂಡ್ರೆ, ಮಾಜಿ ವಿಧಾನ ಪರಿಷತ್ ಸದಸ್ಯ ವಿಜಯಸಿಂಗ್, ಮಾಜಿ ಎಸ್‌ಎಸ್‌ಕೆ ಅಧ್ಯಕ್ಷ ಡಿ.ಕೆ.ಸಿದ್ರಾಮ ಉಪಸ್ಥಿತರು ರುವರು ಎಂದು ತಿಳಿಸಿದರು. ಸಂಸ್ಥೆಯ ನಿರ್ದೇಶಕರಾದ ರಾಮರಾವ ವರವಟ್ಟಿಕರ, ಅಶೋಕರಾವ ಸೋಮವಂಶಿ, ದಿಗಂಬರರಾವ ಮಾನಕರಿ ಮಾತನಾಡಿದರು. ಈ ಸಂದರ್ಭದಲ್ಲಿ ಚಂದ್ರಕಾಂತ ಬಿರಾದಾರ, ದಿನೇಶ ಘಟಾಳೆ, ವೆಂಕಟೇಶ ರಾಜೋಳೆ ಉಪಸ್ಥಿತರಿದ್ದರು.: [1338, 1081, 1492, 1312]
- article2-column-4: [696, 627, 845, 922]
- article4-photo-image: [211, 1030, 522, 1229]
- article1-column-1: [225, 291, 374, 569]
- article3-col2-text: ಶ್ರೇಷ್ಠ ಮಹಾಕಾವ್ಯವಾದ ರಾಮಾಯಣ ಕೊಟ್ಟ ವಾಲ್ಮೀಕಿ ಕೂಡಾ ಸಂದರ್ಭವಶಾತ್ ಒಬ್ಬ ದರೋಡೆ ಕೋರನಾಗಿದ್ದ. ಮಹರ್ಷಿ ನಾರದರ ಮೌಲ್ಯಯುತ ನೀತಿಯುಕ್ತ ಮಾತುಗಳಿಂದ ಒಂದು ಅಮೃತ ಗಳಿಗೆಯಲ್ಲಿ ಬದಲಾಗಿ, ಮಹರ್ಷಿಯಾಗಿ ಮಹಾಕಾವ್ಯ ಬರೆದು ಆದಿ ಕಾಲಾತೀತ ರಾಗಿದ್ದಾರೆ. ಹೀಗಾಗಿ ಬಂಧಿಗಳು ಕೂಡಾ ಆತ್ಮಾವಲೋಕನ ಮಾಡಿಕೊಂಡು ಬದಲಾಗಿ, ಸದಾ ಸರ್ವದಾ ಸಕಾರಾತ್ಮಕ ಚಿಂತಕರಾಗಿ, ಅಗತ್ಯ ಮಾಡಿ ಎಂದಿತವಾಗಿ ಸಾಧನೆ ಸಾಧ್ಯವಿದೆ ಎಂದರು. ಎಲ್ಲಾ ಕಡೆಗೂ ಗೆಲ್ಲಲೇ ಬೇಕೆಂದು ಹೊರಡಬೇಡಿ, ಬಹಳಷ್ಟು ಕಡೆಗೆ ಸೋತಾಗ ಸಿಗುವ ಆನಂದ, ನೆಮ್ಮದಿ ಗೆದ್ದಾಗ ಸಿಗುವ ಆನಂದಕ್ಕಿಂತ ಹೆಚ್ಚಿನದಾಗಿರುತ್ತದೆ.ಪಶ್ಚಾತಾಪದಲ್ಲಿ ಬೆಂದು ಕ್ಷಮೆ ಕೇಳಿ, ಪ್ರಾಯಶ್ಚಿತ್ತದ: [1019, 467, 1172, 817]
- article5-col3-text: ಬೆಂಗಳೂರಿನ ಶ್ರೀ ಜಗದ್ಗುರು ಮುಂಜುನಾಥ ಭಾರತಿ ಸ್ವಾಮೀಜಿ ಮತ್ತು ದಿವ್ಯ ನೇತೃತ್ವ ಬಸವಕಲ್ಯಾಣ ಅನುಭವ ಮಂಟಪ ಅಧ್ಯಕ್ಷ ನಾಡೋಜ ಡಾ. ಬಸವಲಿಂಗ ಪಟ್ಟದ್ದೇವರು ವಹಿಸಿ ಕೊಳ್ಳಲಿದ್ದಾರೆ. ಕಾರ್ಯಕ್ರಮವನ್ನು ಕಾರ್ಮಿಕ ಸಚಿವ ಸಂತೋಷ ಲಾಡ್ ಉದ್ಘಾಟಿಸಲಿದ್ದಾರೆ. ಸಂಸ್ಥಾಪಕ ಅಧ್ಯಕ್ಷ ಬಾಬಾರಾವ ಹೊನ್ನಾಳ್ಳಿಕರ ರವರ ಕಂಚಿನ ಮೂರ್ತಿಯನ್ನು ಜಿಲ್ಲಾ ಉಸ್ತುವಾರಿ ಸಚಿವ ಈಶ್ವರ ಖಂಡ್ರೆ ಅನಾವರಣ ಮಾಡಲಿದ್ದಾರೆ. ಪೌರಾಡಳಿತ ಸಚಿವ ರಹೀಮ ಖಾನ ಸ್ಮರಣ ಸಂಚಿಕೆ ಬಿಡುಗಡೆ ಮಾಡುವರು. ಕಾರ್ಯಕ್ರಮಕ್ಕೆ ಲೋಕಸಭಾ ಸದಸ್ಯ ಸಾಗರ ಖಂಡ್ರೆ, ಕರ್ನಾಟಕ ಸರ್ಕಾರದ ಮಾಜಿ ಗೃಹ ಸಚಿವ ಪಿ.ಜಿ.ಆರ್.ಸಿಂಧ್ಯಾ, ಲಾತೂರಿನ ಶಾಸಕ ಅಮಿತ: [1019, 1245, 1173, 1556]
